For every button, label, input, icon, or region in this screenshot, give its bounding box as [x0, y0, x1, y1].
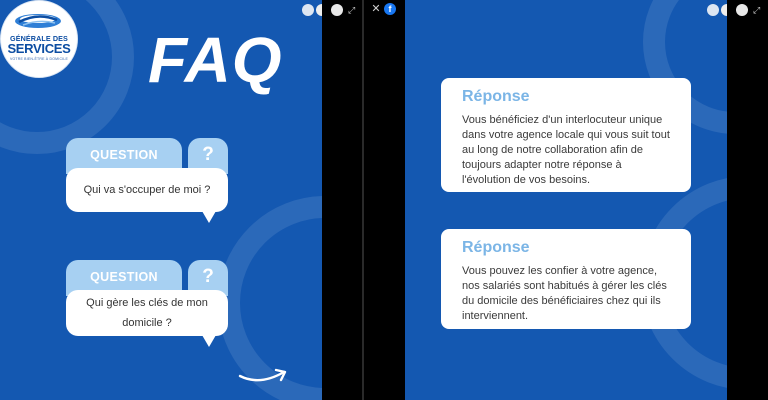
- logo-line-2: SERVICES: [7, 41, 71, 56]
- answer-text: Vous bénéficiez d'un interlocuteur unique dans votre agence locale qui vous suit tout au long de notre collaboration afin de toujours adapter notre réponse à l'évolution de vos besoins.: [462, 114, 670, 186]
- gap-panel: [364, 0, 405, 400]
- expand-icon[interactable]: ⤢: [753, 5, 761, 15]
- zoom-in-icon[interactable]: [302, 4, 314, 16]
- right-black-margin: [727, 0, 768, 400]
- faq-questions-slide: [0, 0, 322, 400]
- answer-card: [441, 229, 691, 329]
- bubble-tail: [202, 211, 216, 223]
- answer-card: [441, 78, 691, 192]
- facebook-icon[interactable]: f: [384, 3, 396, 15]
- faq-answers-slide: [405, 0, 727, 400]
- question-text: Qui gère les clés de mon domicile ?: [86, 297, 208, 329]
- bubble-tail: [202, 335, 216, 347]
- question-mark-badge: ?: [188, 260, 228, 296]
- answer-title: Réponse: [462, 88, 530, 105]
- expand-icon[interactable]: ⤢: [348, 5, 356, 15]
- question-bubble: [66, 290, 228, 336]
- close-icon[interactable]: ✕: [371, 3, 381, 15]
- zoom-in-icon[interactable]: [707, 4, 719, 16]
- company-logo: [0, 0, 78, 78]
- question-text: Qui va s'occuper de moi ?: [83, 184, 211, 196]
- arrow-icon: [236, 362, 292, 386]
- question-header: QUESTION: [66, 138, 182, 174]
- logo-swoosh-icon: [13, 10, 63, 30]
- logo-tagline: VOTRE BIEN-ÊTRE À DOMICILE: [9, 57, 69, 61]
- tag-icon[interactable]: [331, 4, 343, 16]
- logo-line-1: GÉNÉRALE DES: [10, 34, 68, 43]
- question-bubble: [66, 168, 228, 212]
- question-header: QUESTION: [66, 260, 182, 296]
- tag-icon[interactable]: [736, 4, 748, 16]
- answer-title: Réponse: [462, 239, 530, 256]
- page-title: FAQ: [148, 24, 283, 96]
- answer-text: Vous pouvez les confier à votre agence, nos salariés sont habitués à gérer les clés du domicile des bénéficiaires chez qui ils interviennent.: [462, 265, 667, 322]
- question-mark-badge: ?: [188, 138, 228, 174]
